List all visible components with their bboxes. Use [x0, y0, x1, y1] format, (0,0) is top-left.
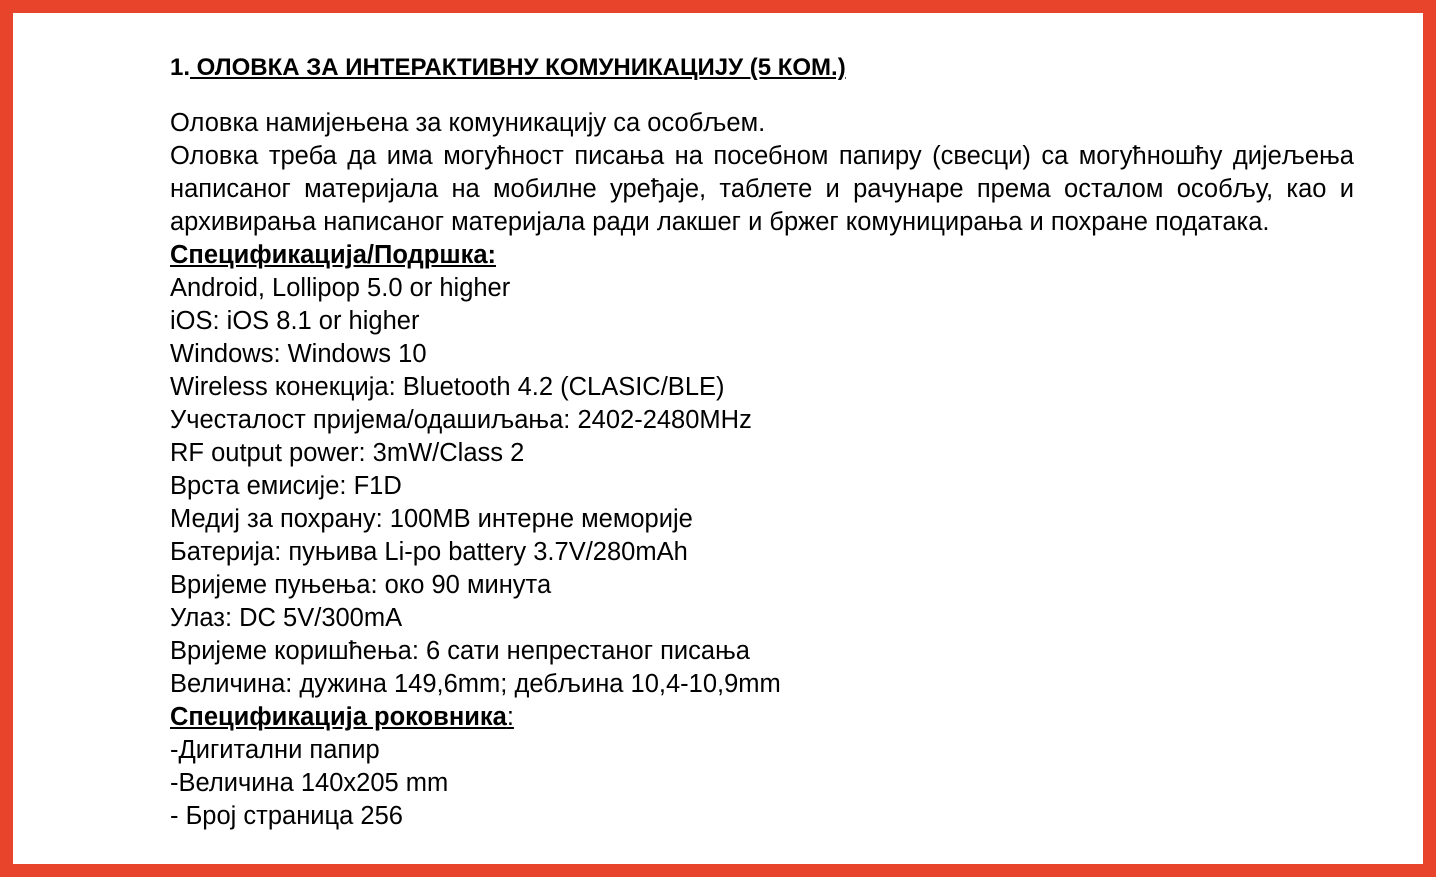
- spec-notebook-colon: :: [506, 703, 514, 731]
- spec-item-usage-time: Вријеме коришћења: 6 сати непрестаног писања: [170, 637, 750, 665]
- spec-item-size: Величина: дужина 149,6mm; дебљина 10,4-10,9mm: [170, 670, 781, 698]
- spec-item-charge-time: Вријеме пуњења: око 90 минута: [170, 571, 552, 599]
- spec-support-heading: Спецификација/Подршка:: [170, 241, 497, 269]
- notebook-item-pages: - Број страница 256: [170, 802, 403, 830]
- spec-item-wireless: Wireless конекција: Bluetooth 4.2 (CLASIC/BLE): [170, 373, 725, 401]
- spec-support-list: [170, 272, 1354, 701]
- spec-item-input: Улаз: DC 5V/300mA: [170, 604, 403, 632]
- spec-item-rf-power: RF output power: 3mW/Class 2: [170, 439, 525, 467]
- section-heading: [170, 51, 1354, 84]
- spec-item-android: Android, Lollipop 5.0 or higher: [170, 274, 511, 302]
- section-number: 1.: [170, 54, 191, 81]
- intro-line: Оловка намијењена за комуникацију са особљем.: [170, 109, 766, 137]
- notebook-item-paper: -Дигитални папир: [170, 736, 380, 764]
- spec-item-ios: iOS: iOS 8.1 or higher: [170, 307, 420, 335]
- section-title: ОЛОВКА ЗА ИНТЕРАКТИВНУ КОМУНИКАЦИЈУ (5 КОМ.): [190, 54, 846, 81]
- spec-notebook-list: [170, 734, 1354, 833]
- spec-item-storage: Медиј за похрану: 100MB интерне меморије: [170, 505, 693, 533]
- notebook-item-size: -Величина 140x205 mm: [170, 769, 449, 797]
- spec-item-windows: Windows: Windows 10: [170, 340, 427, 368]
- intro-paragraph: Оловка треба да има могућност писања на посебном папиру (свесци) са могућношћу дијељења написаног материјала на мобилне уређаје, таблете и рачунаре према осталом особљу, као и архивирања написаног материјала ради лакшег и бржег комуницирања и похране података.: [170, 142, 1354, 236]
- spec-item-emission: Врста емисије: F1D: [170, 472, 402, 500]
- spec-notebook-heading-row: [170, 701, 1354, 734]
- spec-item-frequency: Учесталост пријема/одашиљања: 2402-2480MHz: [170, 406, 752, 434]
- document-content: [170, 51, 1354, 833]
- spec-item-battery: Батерија: пуњива Li-po battery 3.7V/280mAh: [170, 538, 688, 566]
- spec-notebook-heading: Спецификација роковника: [170, 703, 507, 731]
